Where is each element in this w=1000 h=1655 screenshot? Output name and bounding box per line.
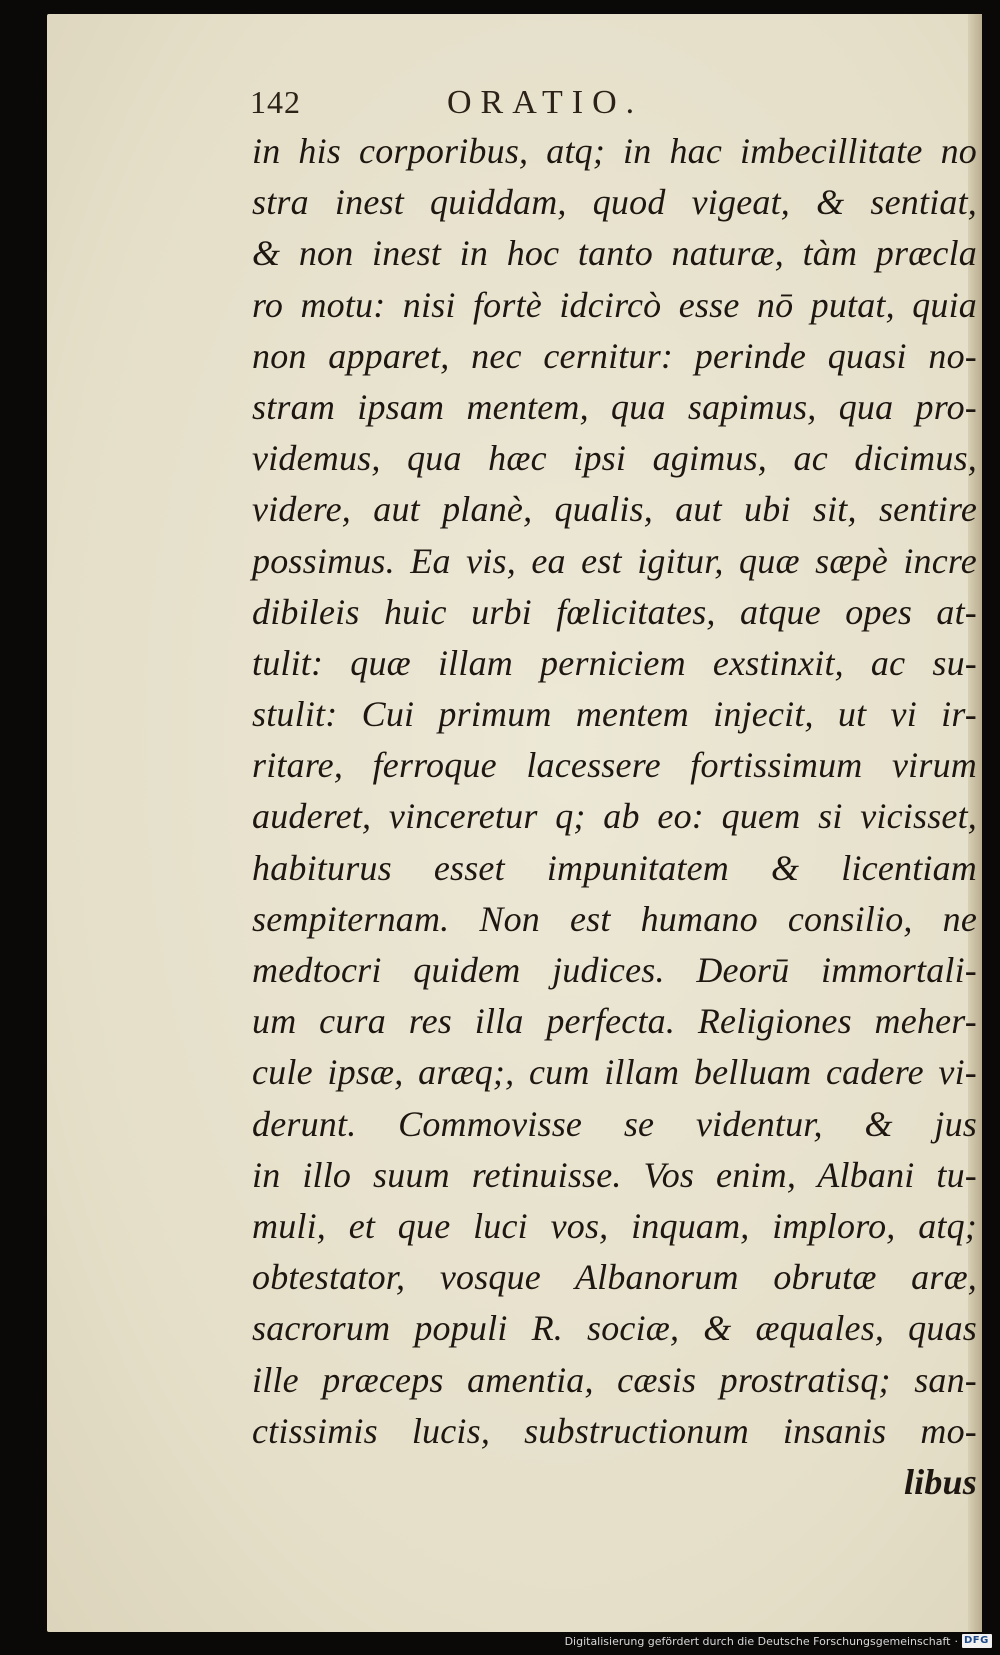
dfg-logo-text: DFG xyxy=(964,1635,989,1646)
footer-credit-text: Digitalisierung gefördert durch die Deutsche Forschungsgemeinschaft xyxy=(564,1634,951,1648)
text-line: in illo suum retinuisse. Vos enim, Albani tu- xyxy=(252,1154,977,1195)
text-line: ro motu: nisi fortè idcircò esse nō putat, quia xyxy=(252,284,977,325)
text-line: cule ipsæ, aræq;, cum illam belluam cadere vi- xyxy=(252,1052,977,1093)
text-line: derunt. Commovisse se videntur, & jus xyxy=(252,1103,977,1144)
text-line: ille præceps amentia, cæsis prostratisq; san- xyxy=(252,1359,977,1400)
text-line: sempiternam. Non est humano consilio, ne xyxy=(252,898,977,939)
text-line: auderet, vinceretur q; ab eo: quem si vicisset, xyxy=(252,796,977,837)
text-line: um cura res illa perfecta. Religiones meher- xyxy=(252,1001,977,1042)
text-line: non apparet, nec cernitur: perinde quasi no- xyxy=(252,335,977,376)
page-header xyxy=(47,84,982,124)
footer-separator: · xyxy=(954,1634,958,1648)
text-line: ctissimis lucis, substructionum insanis mo- xyxy=(252,1410,977,1451)
catchword: libus xyxy=(903,1461,977,1502)
text-line: medtocri quidem judices. Deorū immortali- xyxy=(252,950,977,990)
text-line: sacrorum populi R. sociæ, & æquales, quas xyxy=(252,1308,977,1349)
text-line: obtestator, vosque Albanorum obrutæ aræ, xyxy=(252,1257,977,1298)
running-title: ORATIO. xyxy=(447,84,644,121)
text-line: & non inest in hoc tanto naturæ, tàm præcla xyxy=(252,233,977,274)
text-line: tulit: quæ illam perniciem exstinxit, ac su- xyxy=(252,642,977,683)
text-line: habiturus esset impunitatem & licentiam xyxy=(252,847,977,888)
text-line: ritare, ferroque lacessere fortissimum virum xyxy=(252,745,977,786)
body-text xyxy=(252,126,977,1508)
text-line: stulit: Cui primum mentem injecit, ut vi ir- xyxy=(252,694,977,735)
text-line: dibileis huic urbi fœlicitates, atque opes at- xyxy=(252,591,977,632)
text-line: videmus, qua hæc ipsi agimus, ac dicimus, xyxy=(252,438,977,479)
dfg-logo-icon xyxy=(962,1634,992,1648)
text-line: stram ipsam mentem, qua sapimus, qua pro- xyxy=(252,386,977,427)
text-line: muli, et que luci vos, inquam, imploro, atq; xyxy=(252,1205,977,1246)
text-line: possimus. Ea vis, ea est igitur, quæ sæpè incre xyxy=(252,540,977,581)
text-line: videre, aut planè, qualis, aut ubi sit, sentire xyxy=(252,489,977,530)
digitization-footer xyxy=(565,1633,992,1649)
text-line: stra inest quiddam, quod vigeat, & sentiat, xyxy=(252,182,977,223)
text-line: in his corporibus, atq; in hac imbecillitate no xyxy=(252,131,977,171)
book-page xyxy=(47,14,982,1632)
page-number: 142 xyxy=(250,84,301,120)
